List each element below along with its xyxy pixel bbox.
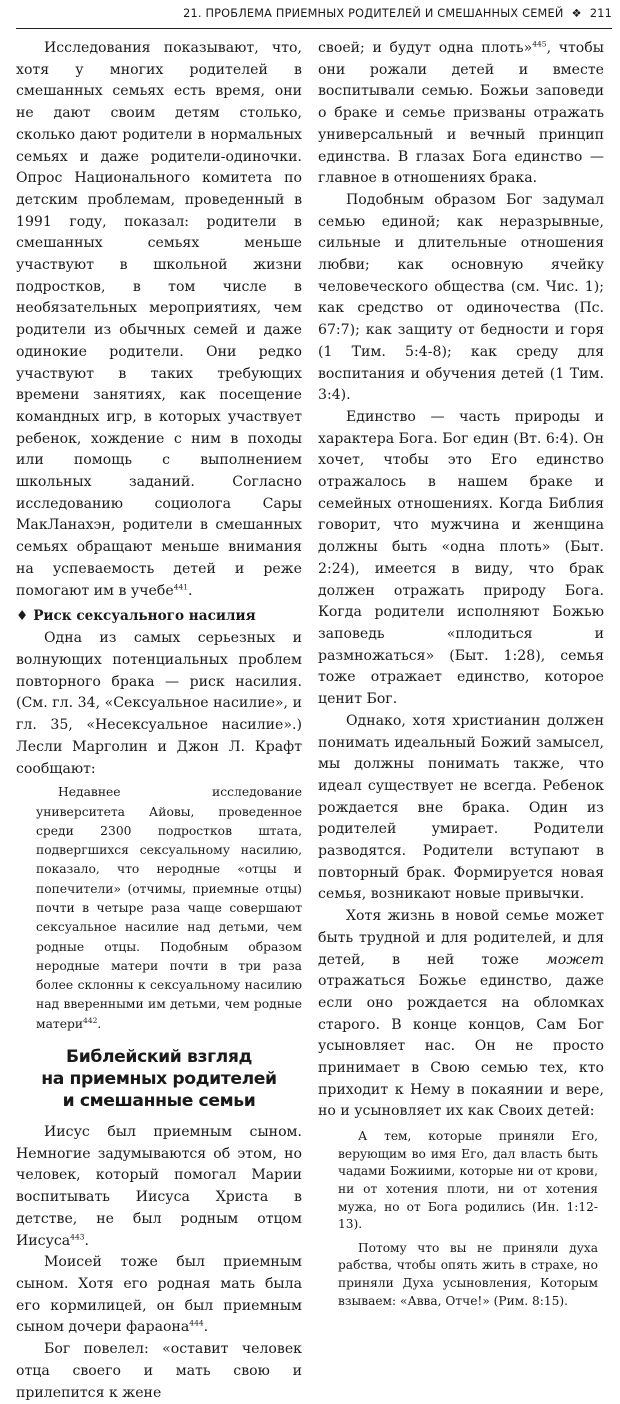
section-heading: ♦ Риск сексуального насилия	[16, 608, 256, 625]
scripture-quote: Потому что вы не приняли духа рабства, чтобы опять жить в страхе, но приняли Духа усыновления, Которым взываем: «Авва, Отче!» (Рим. 8:15).	[338, 1240, 598, 1308]
ornament-glyph: ❖	[571, 7, 582, 20]
block-quote	[16, 783, 302, 1034]
footnote-ref: 441	[173, 581, 189, 591]
chapter-heading-line: на приемных родителей	[41, 1069, 277, 1090]
running-title: 21. ПРОБЛЕМА ПРИЕМНЫХ РОДИТЕЛЕЙ И СМЕШАННЫХ СЕМЕЙ	[183, 7, 564, 20]
paragraph: Хотя жизнь в новой семье может быть трудной и для родителей, и для детей, в ней тоже может отражаться Божье единство, даже если оно рождается на обломках старого. В конце концов, Сам Бог усыновляет нас. Он не просто принимает в Свою семью тех, кто приходит к Нему в покаянии и вере, но и усыновляет их как Своих детей:	[318, 908, 604, 1120]
paragraph: Бог повелел: «оставит человек отца своего и мать свою и прилепится к жене	[16, 1341, 302, 1401]
left-column	[16, 38, 302, 1404]
emphasis: может	[546, 951, 604, 968]
paragraph: Подобным образом Бог задумал семью единой; как неразрывные, сильные и длительные отношения любви; как основную ячейку человеческого общества (см. Чис. 1); как средство от одиночества (Пс. 67:7); как защиту от бедности и горя (1 Тим. 5:4-8); как среду для воспитания и обучения детей (1 Тим. 3:4).	[318, 191, 604, 404]
paragraph: Иисус был приемным сыном. Немногие задумываются об этом, но человек, который помогал Марии воспитывать Иисуса Христа в детстве, не был родным отцом Иисуса$^{443}$.	[16, 1124, 302, 1249]
page-number: 211	[589, 7, 612, 20]
running-header	[16, 3, 612, 29]
paragraph: своей; и будут одна плоть»$^{445}$, чтобы они рожали детей и вместе воспитывали семью. Божьи заповеди о браке и семье призваны отражать универсальный и вечный принцип единства. В глазах Бога единство — главное в отношениях брака.	[318, 39, 604, 187]
diamond-bullet-icon: ♦	[16, 608, 29, 625]
paragraph: Одна из самых серьезных и волнующих потенциальных проблем повторного брака — риск насилия. (См. гл. 34, «Сексуальное насилие», и гл. 35, «Несексуальное насилие».) Лесли Марголин и Джон Л. Крафт сообщают:	[16, 630, 302, 777]
paragraph: Исследования показывают, что, хотя у многих родителей в смешанных семьях есть время, они не дают своим детям столько, сколько дают родители в нормальных семьях и даже родители-одиночки. Опрос Национального комитета по детским проблемам, проведенный в 1991 году, показал: родители в смешанных семьях меньше участвуют в школьной жизни подростков, в том числе в необязательных мероприятиях, чем родители из обычных семей и даже одинокие родители. Они редко участвуют в таких требующих времени занятиях, как посещение командных игр, в которых участвует ребенок, хождение с ним в походы или помощь с выполнением школьных заданий. Согласно исследованию социолога Сары МакЛанахэн, родители в смешанных семьях обращают меньше внимания на успеваемость детей и реже помогают им в учебе$^{441}$.	[16, 40, 302, 599]
right-column	[318, 38, 604, 1310]
footnote-ref: 443	[70, 1231, 85, 1241]
footnote-ref: 445	[532, 39, 547, 49]
footnote-ref: 442	[83, 1015, 98, 1025]
chapter-heading-line: и смешанные семьи	[62, 1091, 256, 1112]
chapter-heading	[16, 1046, 302, 1112]
paragraph: Однако, хотя христианин должен понимать идеальный Божий замысел, мы должны понимать также, что идеал существует не всегда. Ребенок рождается вне брака. Один из родителей умирает. Родители разводятся. Родители вступают в повторный брак. Формируется новая семья, возникают новые привычки.	[318, 712, 604, 903]
paragraph: Единство — часть природы и характера Бога. Бог един (Вт. 6:4). Он хочет, чтобы это Его единство отражалось в нашем браке и семейных отношениях. Когда Библия говорит, что мужчина и женщина должны быть «одна плоть» (Быт. 2:24), имеется в виду, что брак должен отражать природу Бога. Когда родители исполняют Божью заповедь «плодиться и размножаться» (Быт. 1:28), семья тоже отражает единство, которое ценит Бог.	[318, 408, 604, 708]
chapter-heading-line: Библейский взгляд	[66, 1047, 252, 1068]
paragraph: Моисей тоже был приемным сыном. Хотя его родная мать была его кормилицей, он был приемным сыном дочери фараона$^{444}$.	[16, 1254, 302, 1336]
quote-text: Недавнее исследование университета Айовы, проведенное среди 2300 подростков штата, подвергшихся сексуальному насилию, показало, что неродные «отцы и попечители» (отчимы, приемные отцы) почти в четыре раза чаще совершают сексуальное насилие над детьми, чем родные отцы. Подобным образом неродные матери почти в три раза более склонны к сексуальному насилию над вверенными им детьми, чем родные матери$^{442}$.	[36, 785, 302, 1031]
footnote-ref: 444	[189, 1318, 204, 1328]
scripture-quote: А тем, которые приняли Его, верующим во имя Его, дал власть быть чадами Божиими, которые ни от крови, ни от хотения плоти, ни от хотения мужа, но от Бога родились (Ин. 1:12-13).	[338, 1129, 598, 1232]
